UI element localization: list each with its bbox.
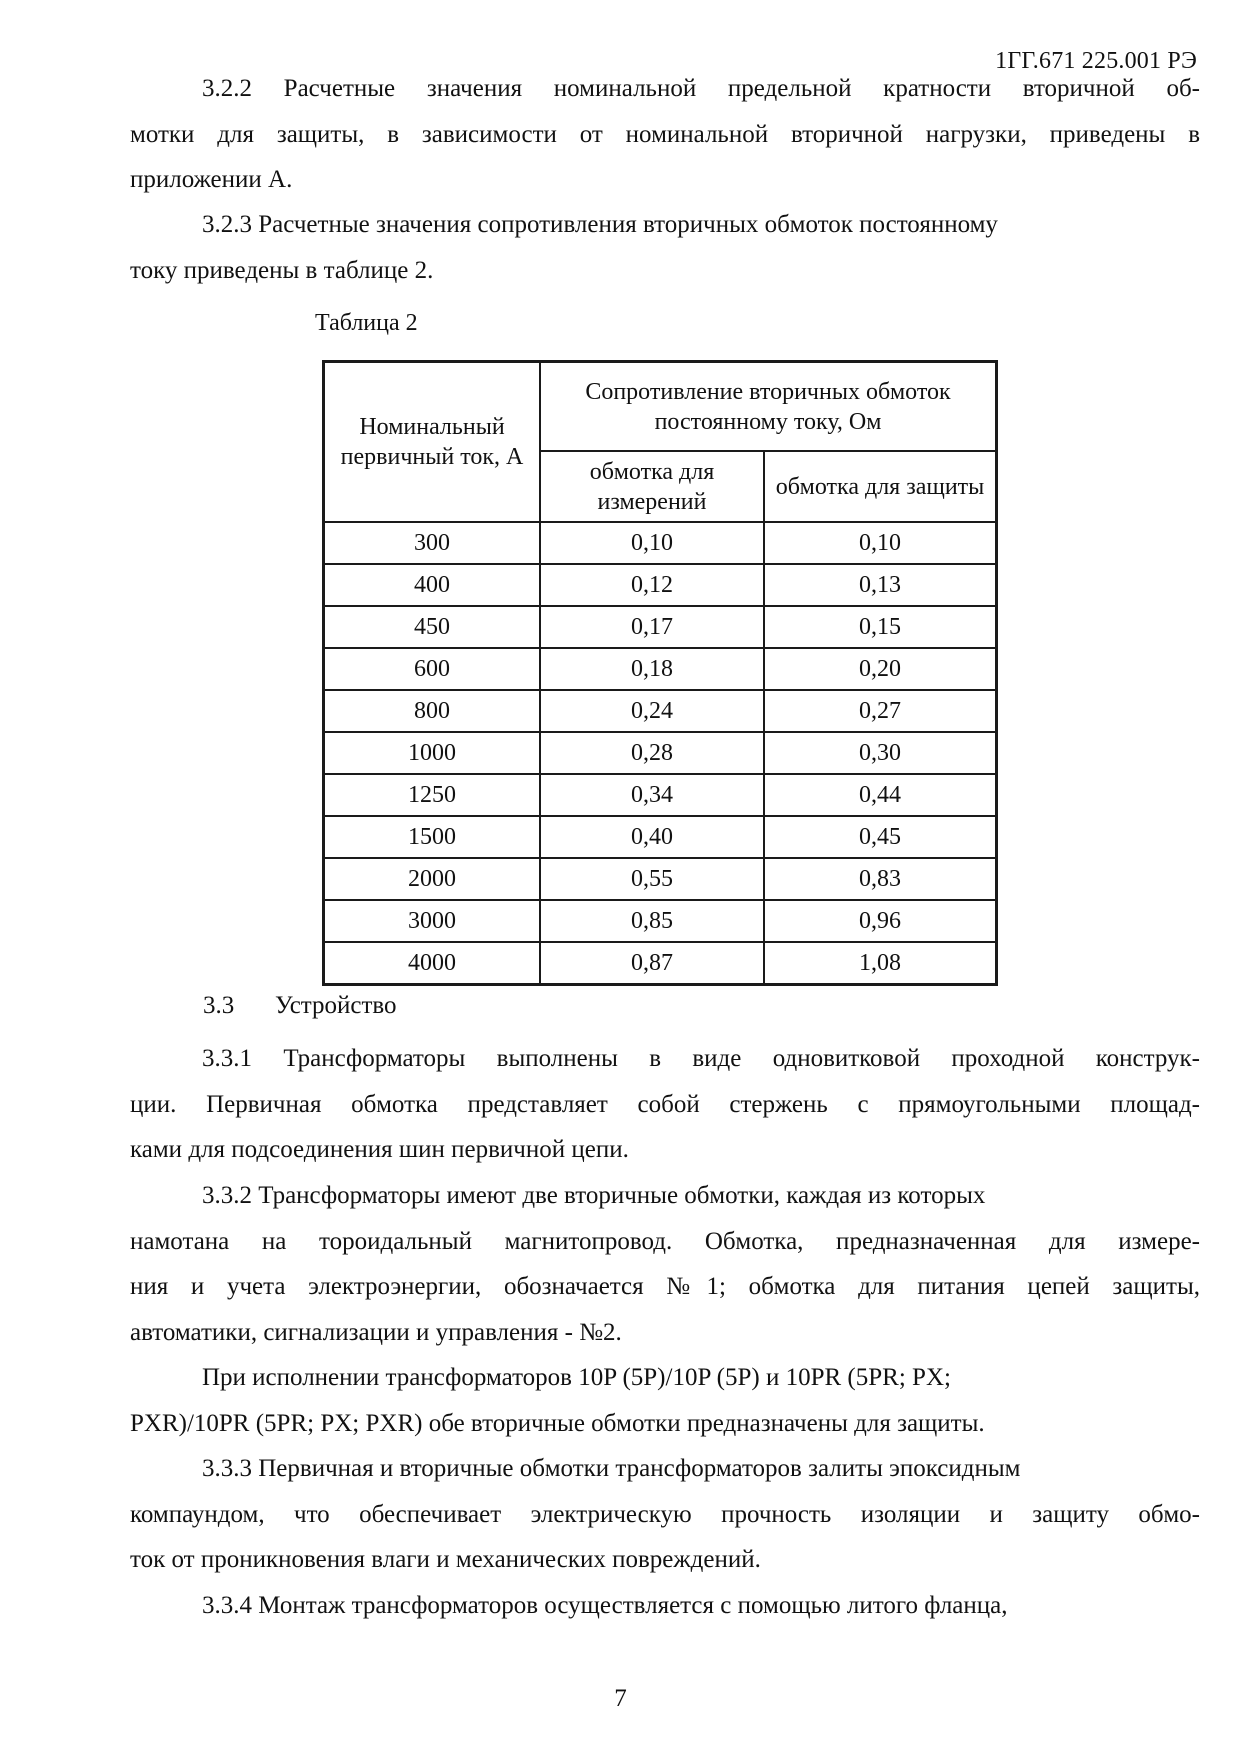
header-resistance-group: Сопротивление вторичных обмоток постоянному току, Ом	[540, 362, 997, 452]
text-line: мотки для защиты, в зависимости от номинальной вторичной нагрузки, приведены в	[130, 120, 1200, 148]
text-line: 3.3.2 Трансформаторы имеют две вторичные обмотки, каждая из которых	[202, 1182, 986, 1209]
table-row	[324, 606, 997, 648]
paragraph-3-3-3	[130, 1446, 1200, 1583]
paragraph-3-3-4	[130, 1583, 1200, 1629]
cell-measurement-resistance: 0,55	[540, 858, 764, 900]
cell-primary-current: 1250	[324, 774, 541, 816]
section-number: 3.3	[203, 992, 235, 1019]
text-line: При исполнении трансформаторов 10P (5P)/10P (5P) и 10PR (5PR; PX;	[202, 1364, 951, 1391]
text-line: ками для подсоединения шин первичной цепи.	[130, 1136, 629, 1163]
cell-primary-current: 1000	[324, 732, 541, 774]
cell-protection-resistance: 0,44	[764, 774, 997, 816]
cell-protection-resistance: 0,15	[764, 606, 997, 648]
paragraph-execution-note	[130, 1355, 1200, 1446]
text-line: автоматики, сигнализации и управления - №2.	[130, 1318, 622, 1346]
section-heading-3-3	[203, 992, 397, 1020]
resistance-table	[322, 360, 998, 986]
table-row	[324, 522, 997, 564]
cell-measurement-resistance: 0,10	[540, 522, 764, 564]
text-line: ния и учета электроэнергии, обозначается №1; обмотка для питания цепей защиты,	[130, 1273, 1200, 1300]
cell-measurement-resistance: 0,17	[540, 606, 764, 648]
paragraph-3-3-2	[130, 1173, 1200, 1355]
cell-primary-current: 600	[324, 648, 541, 690]
cell-measurement-resistance: 0,87	[540, 942, 764, 985]
cell-measurement-resistance: 0,18	[540, 648, 764, 690]
cell-primary-current: 3000	[324, 900, 541, 942]
text-line: компаундом, что обеспечивает электрическую прочность изоляции и защиту обмо-	[130, 1500, 1200, 1528]
table-row	[324, 774, 997, 816]
header-protection-winding: обмотка для защиты	[764, 451, 997, 522]
paragraph-3-2-2	[130, 66, 1200, 203]
table-row	[324, 732, 997, 774]
text-line: 3.3.3 Первичная и вторичные обмотки трансформаторов залиты эпоксидным	[202, 1455, 1021, 1482]
text-line: 3.3.4 Монтаж трансформаторов осуществляется с помощью литого фланца,	[202, 1592, 1008, 1619]
page-number: 7	[614, 1685, 627, 1712]
cell-primary-current: 400	[324, 564, 541, 606]
cell-measurement-resistance: 0,40	[540, 816, 764, 858]
cell-primary-current: 2000	[324, 858, 541, 900]
cell-primary-current: 4000	[324, 942, 541, 985]
table-row	[324, 858, 997, 900]
header-primary-current: Номинальный первичный ток, А	[324, 362, 541, 523]
text-line: току приведены в таблице 2.	[130, 256, 434, 284]
cell-measurement-resistance: 0,85	[540, 900, 764, 942]
table-row	[324, 942, 997, 985]
table-row	[324, 564, 997, 606]
text-line: PXR)/10PR (5PR; PX; PXR) обе вторичные обмотки предназначены для защиты.	[130, 1409, 985, 1437]
cell-primary-current: 450	[324, 606, 541, 648]
header-measurement-winding: обмотка для измерений	[540, 451, 764, 522]
cell-protection-resistance: 0,83	[764, 858, 997, 900]
table-caption: Таблица 2	[315, 310, 418, 336]
paragraph-3-3-1	[130, 1036, 1200, 1173]
cell-protection-resistance: 0,96	[764, 900, 997, 942]
text-line: 3.2.2 Расчетные значения номинальной предельной кратности вторичной об-	[202, 75, 1200, 102]
cell-protection-resistance: 1,08	[764, 942, 997, 985]
section-title: Устройство	[275, 992, 397, 1019]
cell-measurement-resistance: 0,12	[540, 564, 764, 606]
cell-protection-resistance: 0,10	[764, 522, 997, 564]
table-row	[324, 900, 997, 942]
paragraph-3-2-3	[130, 202, 1200, 293]
text-line: приложении А.	[130, 166, 293, 193]
text-line: намотана на тороидальный магнитопровод. Обмотка, предназначенная для измере-	[130, 1227, 1200, 1255]
table-row	[324, 690, 997, 732]
cell-measurement-resistance: 0,28	[540, 732, 764, 774]
table-row	[324, 648, 997, 690]
cell-protection-resistance: 0,30	[764, 732, 997, 774]
document-code: 1ГГ.671 225.001 РЭ	[995, 48, 1197, 74]
text-line: 3.3.1 Трансформаторы выполнены в виде одновитковой проходной конструк-	[202, 1045, 1200, 1072]
cell-protection-resistance: 0,20	[764, 648, 997, 690]
text-line: ток от проникновения влаги и механических повреждений.	[130, 1546, 761, 1573]
cell-measurement-resistance: 0,24	[540, 690, 764, 732]
cell-primary-current: 300	[324, 522, 541, 564]
text-line: 3.2.3 Расчетные значения сопротивления вторичных обмоток постоянному	[202, 211, 998, 238]
cell-protection-resistance: 0,45	[764, 816, 997, 858]
text-line: ции. Первичная обмотка представляет собой стержень с прямоугольными площад-	[130, 1090, 1200, 1118]
table-row	[324, 816, 997, 858]
cell-protection-resistance: 0,27	[764, 690, 997, 732]
cell-protection-resistance: 0,13	[764, 564, 997, 606]
cell-measurement-resistance: 0,34	[540, 774, 764, 816]
cell-primary-current: 1500	[324, 816, 541, 858]
cell-primary-current: 800	[324, 690, 541, 732]
